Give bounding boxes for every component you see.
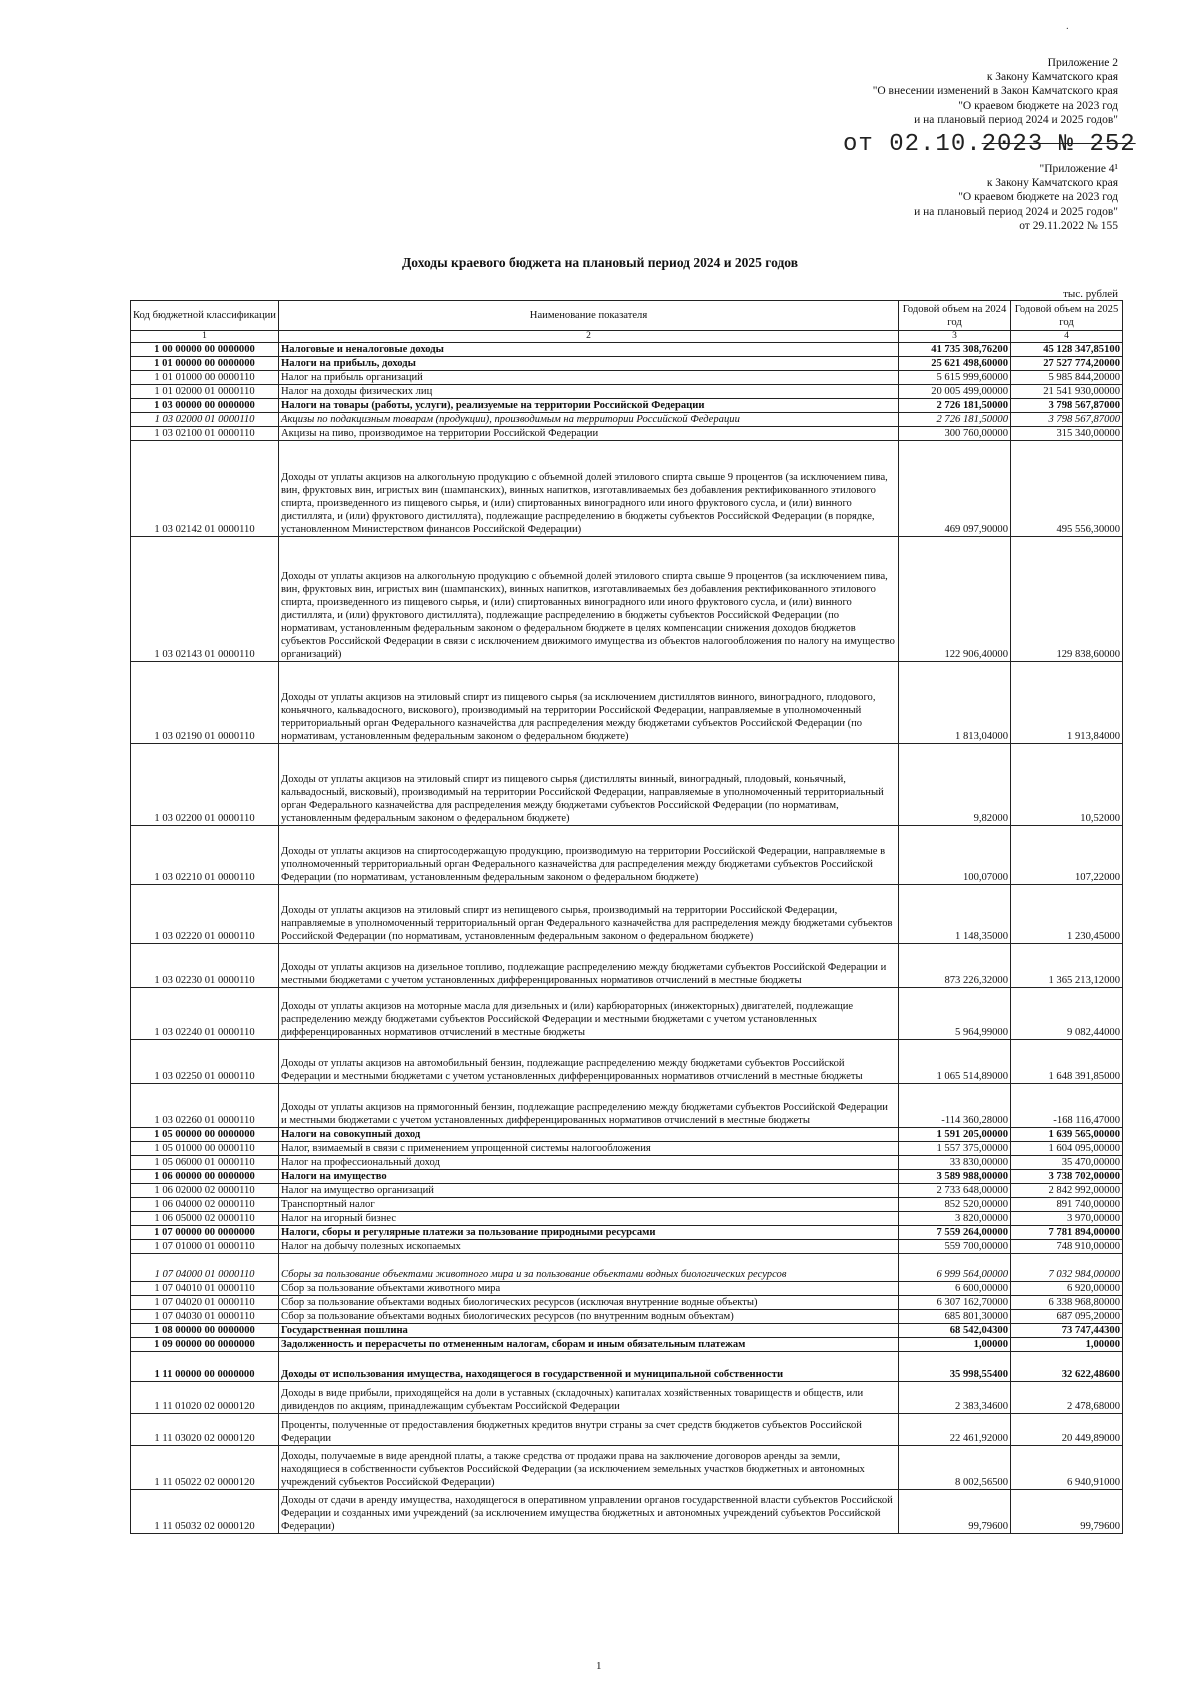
row-name: Государственная пошлина: [279, 1324, 899, 1338]
row-code: 1 08 00000 00 0000000: [131, 1324, 279, 1338]
annex-header-current: [598, 56, 1118, 127]
row-name: Налог на прибыль организаций: [279, 371, 899, 385]
header-code: Код бюджетной классификации: [131, 301, 279, 331]
table-row: [131, 1338, 1123, 1352]
row-value-2025: 2 842 992,00000: [1011, 1184, 1123, 1198]
row-code: 1 07 04030 01 0000110: [131, 1310, 279, 1324]
row-value-2025: 748 910,00000: [1011, 1240, 1123, 1254]
row-name: Акцизы на пиво, производимое на территории Российской Федерации: [279, 427, 899, 441]
row-name: Доходы от уплаты акцизов на этиловый спирт из пищевого сырья (за исключением дистиллятов винного, виноградного, плодового, коньячного, кальвадосного, вискового), производимый на территории Российской Федерации, направляемые в уполномоченный территориальный орган Федерального казначейства для распределения между бюджетами субъектов Российской Федерации (по нормативам, установленным федеральным законом о федеральном бюджете): [279, 662, 899, 744]
row-value-2025: -168 116,47000: [1011, 1084, 1123, 1128]
row-value-2025: 2 478,68000: [1011, 1382, 1123, 1414]
row-value-2024: 35 998,55400: [899, 1352, 1011, 1382]
table-row: [131, 413, 1123, 427]
row-code: 1 03 02142 01 0000110: [131, 441, 279, 537]
table-row: [131, 1128, 1123, 1142]
row-value-2025: 21 541 930,00000: [1011, 385, 1123, 399]
row-name: Задолженность и перерасчеты по отмененным налогам, сборам и иным обязательным платежам: [279, 1338, 899, 1352]
row-value-2024: 469 097,90000: [899, 441, 1011, 537]
row-value-2024: 2 726 181,50000: [899, 413, 1011, 427]
row-code: 1 05 06000 01 0000110: [131, 1156, 279, 1170]
row-code: 1 03 02220 01 0000110: [131, 885, 279, 944]
table-row: [131, 343, 1123, 357]
row-value-2024: 7 559 264,00000: [899, 1226, 1011, 1240]
row-code: 1 06 05000 02 0000110: [131, 1212, 279, 1226]
table-row: [131, 988, 1123, 1040]
row-value-2024: 22 461,92000: [899, 1414, 1011, 1446]
row-value-2025: 1 365 213,12000: [1011, 944, 1123, 988]
table-row: [131, 1296, 1123, 1310]
row-value-2025: 891 740,00000: [1011, 1198, 1123, 1212]
table-row: [131, 371, 1123, 385]
annex-line: "Приложение 4¹: [1039, 163, 1118, 175]
revenue-table: [130, 300, 1123, 1534]
table-row: [131, 1414, 1123, 1446]
row-value-2024: 5 615 999,60000: [899, 371, 1011, 385]
row-value-2024: 5 964,99000: [899, 988, 1011, 1040]
row-value-2025: 73 747,44300: [1011, 1324, 1123, 1338]
row-value-2025: 27 527 774,20000: [1011, 357, 1123, 371]
row-code: 1 06 02000 02 0000110: [131, 1184, 279, 1198]
corner-mark: .: [1066, 20, 1069, 32]
row-code: 1 07 04020 01 0000110: [131, 1296, 279, 1310]
row-name: Налоги, сборы и регулярные платежи за пользование природными ресурсами: [279, 1226, 899, 1240]
stamp-date: от 02.10.: [843, 131, 982, 158]
row-value-2024: 1 813,04000: [899, 662, 1011, 744]
table-row: [131, 1254, 1123, 1282]
row-code: 1 03 02200 01 0000110: [131, 744, 279, 826]
row-value-2024: 99,79600: [899, 1490, 1011, 1534]
row-value-2025: 6 920,00000: [1011, 1282, 1123, 1296]
table-row: [131, 1352, 1123, 1382]
row-name: Налоги на имущество: [279, 1170, 899, 1184]
row-code: 1 11 05022 02 0000120: [131, 1446, 279, 1490]
row-code: 1 03 02190 01 0000110: [131, 662, 279, 744]
row-value-2025: 6 940,91000: [1011, 1446, 1123, 1490]
row-value-2025: 3 738 702,00000: [1011, 1170, 1123, 1184]
row-name: Налоги на прибыль, доходы: [279, 357, 899, 371]
table-row: [131, 1310, 1123, 1324]
row-name: Сборы за пользование объектами животного мира и за пользование объектами водных биологических ресурсов: [279, 1254, 899, 1282]
row-value-2024: 6 600,00000: [899, 1282, 1011, 1296]
row-value-2024: 122 906,40000: [899, 537, 1011, 662]
row-name: Доходы от уплаты акцизов на алкогольную продукцию с объемной долей этилового спирта свыше 9 процентов (за исключением пива, вин, фруктовых вин, игристых вин (шампанских), винных напитков, изготавливаемых без добавления ректификованного этилового спирта, произведенного из пищевого сырья, и (или) спиртованных виноградного или иного фруктового сусла, и (или) винного дистиллята, и (или) фруктового дистиллята), подлежащие распределению в бюджеты субъектов Российской Федерации (в порядке, установленном Министерством финансов Российской Федерации): [279, 441, 899, 537]
row-value-2024: 873 226,32000: [899, 944, 1011, 988]
row-value-2024: 20 005 499,00000: [899, 385, 1011, 399]
row-code: 1 01 01000 00 0000110: [131, 371, 279, 385]
table-row: [131, 1282, 1123, 1296]
row-name: Доходы от уплаты акцизов на спиртосодержащую продукцию, производимую на территории Российской Федерации, направляемые в уполномоченный территориальный орган Федерального казначейства для распределения между бюджетами субъектов Российской Федерации (по нормативам, установленным федеральным законом о федеральном бюджете): [279, 826, 899, 885]
date-number-stamp: [843, 131, 1136, 158]
row-value-2024: 6 307 162,70000: [899, 1296, 1011, 1310]
row-value-2024: 685 801,30000: [899, 1310, 1011, 1324]
table-row: [131, 399, 1123, 413]
row-name: Проценты, полученные от предоставления бюджетных кредитов внутри страны за счет средств бюджетов субъектов Российской Федерации: [279, 1414, 899, 1446]
row-code: 1 06 04000 02 0000110: [131, 1198, 279, 1212]
row-code: 1 07 04010 01 0000110: [131, 1282, 279, 1296]
table-row: [131, 537, 1123, 662]
table-row: [131, 662, 1123, 744]
row-name: Доходы от уплаты акцизов на алкогольную продукцию с объемной долей этилового спирта свыше 9 процентов (за исключением пива, вин, фруктовых вин, игристых вин (шампанских), винных напитков, изготавливаемых без добавления ректификованного этилового спирта, произведенного из пищевого сырья, и (или) спиртованных виноградного или иного фруктового сусла, и (или) винного дистиллята, и (или) фруктового дистиллята), подлежащие распределению в бюджеты субъектов Российской Федерации (по нормативам, установленным федеральным законом о федеральном бюджете в целях компенсации снижения доходов бюджетов субъектов Российской Федерации в связи с исключением движимого имущества из объектов налогообложения по налогу на имущество организаций): [279, 537, 899, 662]
stamp-number: 2023 № 252: [981, 131, 1136, 158]
row-value-2025: 315 340,00000: [1011, 427, 1123, 441]
column-number: 1: [131, 331, 279, 343]
row-value-2025: 5 985 844,20000: [1011, 371, 1123, 385]
page-number: 1: [596, 1660, 602, 1672]
row-value-2025: 1 604 095,00000: [1011, 1142, 1123, 1156]
row-value-2025: 129 838,60000: [1011, 537, 1123, 662]
row-value-2024: 2 383,34600: [899, 1382, 1011, 1414]
row-name: Доходы от уплаты акцизов на этиловый спирт из непищевого сырья, производимый на территории Российской Федерации, направляемые в уполномоченный территориальный орган Федерального казначейства для распределения между бюджетами субъектов Российской Федерации (по нормативам, установленным федеральным законом о федеральном бюджете): [279, 885, 899, 944]
row-value-2024: -114 360,28000: [899, 1084, 1011, 1128]
row-value-2025: 495 556,30000: [1011, 441, 1123, 537]
row-name: Доходы, получаемые в виде арендной платы, а также средства от продажи права на заключение договоров аренды за земли, находящиеся в собственности субъектов Российской Федерации (за исключением земельных участков бюджетных и автономных учреждений субъектов Российской Федерации): [279, 1446, 899, 1490]
row-name: Налог на имущество организаций: [279, 1184, 899, 1198]
column-number: 3: [899, 331, 1011, 343]
row-code: 1 03 02210 01 0000110: [131, 826, 279, 885]
annex-line: от 29.11.2022 № 155: [1019, 219, 1118, 232]
row-value-2024: 9,82000: [899, 744, 1011, 826]
row-value-2024: 41 735 308,76200: [899, 343, 1011, 357]
row-name: Налог на игорный бизнес: [279, 1212, 899, 1226]
row-code: 1 00 00000 00 0000000: [131, 343, 279, 357]
row-name: Доходы в виде прибыли, приходящейся на доли в уставных (складочных) капиталах хозяйственных товариществ и обществ, или дивидендов по акциям, принадлежащим субъектам Российской Федерации: [279, 1382, 899, 1414]
row-value-2024: 1,00000: [899, 1338, 1011, 1352]
row-value-2024: 559 700,00000: [899, 1240, 1011, 1254]
row-name: Налог, взимаемый в связи с применением упрощенной системы налогообложения: [279, 1142, 899, 1156]
row-code: 1 11 00000 00 0000000: [131, 1352, 279, 1382]
row-value-2024: 6 999 564,00000: [899, 1254, 1011, 1282]
annex-line: и на плановый период 2024 и 2025 годов": [914, 205, 1118, 218]
row-value-2025: 3 798 567,87000: [1011, 413, 1123, 427]
row-code: 1 09 00000 00 0000000: [131, 1338, 279, 1352]
row-value-2024: 852 520,00000: [899, 1198, 1011, 1212]
header-2025: Годовой объем на 2025 год: [1011, 301, 1123, 331]
row-name: Доходы от уплаты акцизов на этиловый спирт из пищевого сырья (дистилляты винный, виноградный, плодовый, коньячный, кальвадосный, висковый), производимый на территории Российской Федерации, направляемые в уполномоченный территориальный орган Федерального казначейства для распределения между бюджетами субъектов Российской Федерации (по нормативам, установленным федеральным законом о федеральном бюджете): [279, 744, 899, 826]
row-value-2025: 1 648 391,85000: [1011, 1040, 1123, 1084]
table-row: [131, 826, 1123, 885]
row-value-2025: 45 128 347,85100: [1011, 343, 1123, 357]
table-row: [131, 1382, 1123, 1414]
table-row: [131, 1446, 1123, 1490]
row-value-2025: 3 970,00000: [1011, 1212, 1123, 1226]
row-code: 1 05 00000 00 0000000: [131, 1128, 279, 1142]
table-row: [131, 885, 1123, 944]
annex-line: "О краевом бюджете на 2023 год: [958, 191, 1118, 204]
row-value-2025: 20 449,89000: [1011, 1414, 1123, 1446]
table-row: [131, 1240, 1123, 1254]
row-name: Налог на профессиональный доход: [279, 1156, 899, 1170]
row-name: Доходы от уплаты акцизов на прямогонный бензин, подлежащие распределению между бюджетами субъектов Российской Федерации и местными бюджетами с учетом установленных дифференцированных нормативов отчислений в местные бюджеты: [279, 1084, 899, 1128]
row-value-2024: 3 820,00000: [899, 1212, 1011, 1226]
row-code: 1 03 02260 01 0000110: [131, 1084, 279, 1128]
table-row: [131, 1212, 1123, 1226]
row-value-2024: 100,07000: [899, 826, 1011, 885]
row-code: 1 11 05032 02 0000120: [131, 1490, 279, 1534]
row-value-2024: 2 726 181,50000: [899, 399, 1011, 413]
row-value-2025: 10,52000: [1011, 744, 1123, 826]
row-name: Сбор за пользование объектами животного мира: [279, 1282, 899, 1296]
table-row: [131, 1170, 1123, 1184]
row-code: 1 05 01000 00 0000110: [131, 1142, 279, 1156]
row-value-2025: 1 639 565,00000: [1011, 1128, 1123, 1142]
row-code: 1 07 01000 01 0000110: [131, 1240, 279, 1254]
row-value-2025: 1,00000: [1011, 1338, 1123, 1352]
row-name: Доходы от уплаты акцизов на автомобильный бензин, подлежащие распределению между бюджетами субъектов Российской Федерации и местными бюджетами с учетом установленных дифференцированных нормативов отчислений в местные бюджеты: [279, 1040, 899, 1084]
units-label: тыс. рублей: [1063, 288, 1118, 300]
column-number: 2: [279, 331, 899, 343]
row-value-2025: 3 798 567,87000: [1011, 399, 1123, 413]
row-value-2024: 1 148,35000: [899, 885, 1011, 944]
column-number: 4: [1011, 331, 1123, 343]
annex-line: "О краевом бюджете на 2023 год: [958, 99, 1118, 112]
row-code: 1 01 00000 00 0000000: [131, 357, 279, 371]
row-value-2024: 25 621 498,60000: [899, 357, 1011, 371]
row-name: Доходы от уплаты акцизов на моторные масла для дизельных и (или) карбюраторных (инжекторных) двигателей, подлежащие распределению между бюджетами субъектов Российской Федерации и местными бюджетами с учетом установленных дифференцированных нормативов отчислений в местные бюджеты: [279, 988, 899, 1040]
row-value-2025: 99,79600: [1011, 1490, 1123, 1534]
row-name: Налоги на совокупный доход: [279, 1128, 899, 1142]
table-row: [131, 1040, 1123, 1084]
table-row: [131, 385, 1123, 399]
row-code: 1 07 04000 01 0000110: [131, 1254, 279, 1282]
annex-header-original: [598, 162, 1118, 233]
row-code: 1 03 02240 01 0000110: [131, 988, 279, 1040]
row-name: Доходы от использования имущества, находящегося в государственной и муниципальной собственности: [279, 1352, 899, 1382]
table-row: [131, 744, 1123, 826]
row-value-2025: 9 082,44000: [1011, 988, 1123, 1040]
row-code: 1 03 02143 01 0000110: [131, 537, 279, 662]
table-row: [131, 1142, 1123, 1156]
annex-line: к Закону Камчатского края: [986, 71, 1118, 84]
annex-line: к Закону Камчатского края: [986, 177, 1118, 190]
table-row: [131, 944, 1123, 988]
row-value-2024: 8 002,56500: [899, 1446, 1011, 1490]
row-name: Налог на добычу полезных ископаемых: [279, 1240, 899, 1254]
row-name: Налог на доходы физических лиц: [279, 385, 899, 399]
row-value-2025: 7 781 894,00000: [1011, 1226, 1123, 1240]
table-row: [131, 1324, 1123, 1338]
row-code: 1 11 01020 02 0000120: [131, 1382, 279, 1414]
table-row: [131, 1156, 1123, 1170]
row-name: Налоговые и неналоговые доходы: [279, 343, 899, 357]
row-code: 1 03 00000 00 0000000: [131, 399, 279, 413]
row-value-2024: 1 591 205,00000: [899, 1128, 1011, 1142]
table-row: [131, 1084, 1123, 1128]
row-code: 1 03 02000 01 0000110: [131, 413, 279, 427]
row-value-2024: 300 760,00000: [899, 427, 1011, 441]
row-code: 1 03 02250 01 0000110: [131, 1040, 279, 1084]
table-row: [131, 1490, 1123, 1534]
row-value-2024: 3 589 988,00000: [899, 1170, 1011, 1184]
row-value-2024: 68 542,04300: [899, 1324, 1011, 1338]
row-code: 1 07 00000 00 0000000: [131, 1226, 279, 1240]
document-title: Доходы краевого бюджета на плановый период 2024 и 2025 годов: [402, 255, 798, 270]
row-value-2024: 1 557 375,00000: [899, 1142, 1011, 1156]
row-value-2025: 1 230,45000: [1011, 885, 1123, 944]
row-name: Налоги на товары (работы, услуги), реализуемые на территории Российской Федерации: [279, 399, 899, 413]
row-value-2024: 2 733 648,00000: [899, 1184, 1011, 1198]
row-name: Доходы от уплаты акцизов на дизельное топливо, подлежащие распределению между бюджетами субъектов Российской Федерации и местными бюджетами с учетом установленных дифференцированных нормативов отчислений в местные бюджеты: [279, 944, 899, 988]
table-row: [131, 1198, 1123, 1212]
row-code: 1 03 02100 01 0000110: [131, 427, 279, 441]
row-value-2025: 6 338 968,80000: [1011, 1296, 1123, 1310]
row-value-2024: 1 065 514,89000: [899, 1040, 1011, 1084]
header-name: Наименование показателя: [279, 301, 899, 331]
row-name: Сбор за пользование объектами водных биологических ресурсов (по внутренним водным объектам): [279, 1310, 899, 1324]
table-row: [131, 1184, 1123, 1198]
row-name: Доходы от сдачи в аренду имущества, находящегося в оперативном управлении органов государственной власти субъектов Российской Федерации и созданных ими учреждений (за исключением имущества бюджетных и автономных учреждений субъектов Российской Федерации): [279, 1490, 899, 1534]
row-name: Акцизы по подакцизным товарам (продукции), производимым на территории Российской Федерации: [279, 413, 899, 427]
row-code: 1 06 00000 00 0000000: [131, 1170, 279, 1184]
row-name: Сбор за пользование объектами водных биологических ресурсов (исключая внутренние водные объекты): [279, 1296, 899, 1310]
row-value-2025: 35 470,00000: [1011, 1156, 1123, 1170]
table-row: [131, 1226, 1123, 1240]
header-2024: Годовой объем на 2024 год: [899, 301, 1011, 331]
row-value-2024: 33 830,00000: [899, 1156, 1011, 1170]
row-value-2025: 107,22000: [1011, 826, 1123, 885]
row-value-2025: 1 913,84000: [1011, 662, 1123, 744]
table-row: [131, 357, 1123, 371]
row-code: 1 11 03020 02 0000120: [131, 1414, 279, 1446]
annex-line: Приложение 2: [1047, 57, 1118, 69]
row-code: 1 01 02000 01 0000110: [131, 385, 279, 399]
row-value-2025: 7 032 984,00000: [1011, 1254, 1123, 1282]
table-body: [131, 343, 1123, 1534]
annex-line: "О внесении изменений в Закон Камчатского края: [872, 85, 1118, 98]
annex-line: и на плановый период 2024 и 2025 годов": [914, 113, 1118, 126]
row-value-2025: 32 622,48600: [1011, 1352, 1123, 1382]
row-code: 1 03 02230 01 0000110: [131, 944, 279, 988]
row-name: Транспортный налог: [279, 1198, 899, 1212]
table-row: [131, 427, 1123, 441]
row-value-2025: 687 095,20000: [1011, 1310, 1123, 1324]
table-row: [131, 441, 1123, 537]
